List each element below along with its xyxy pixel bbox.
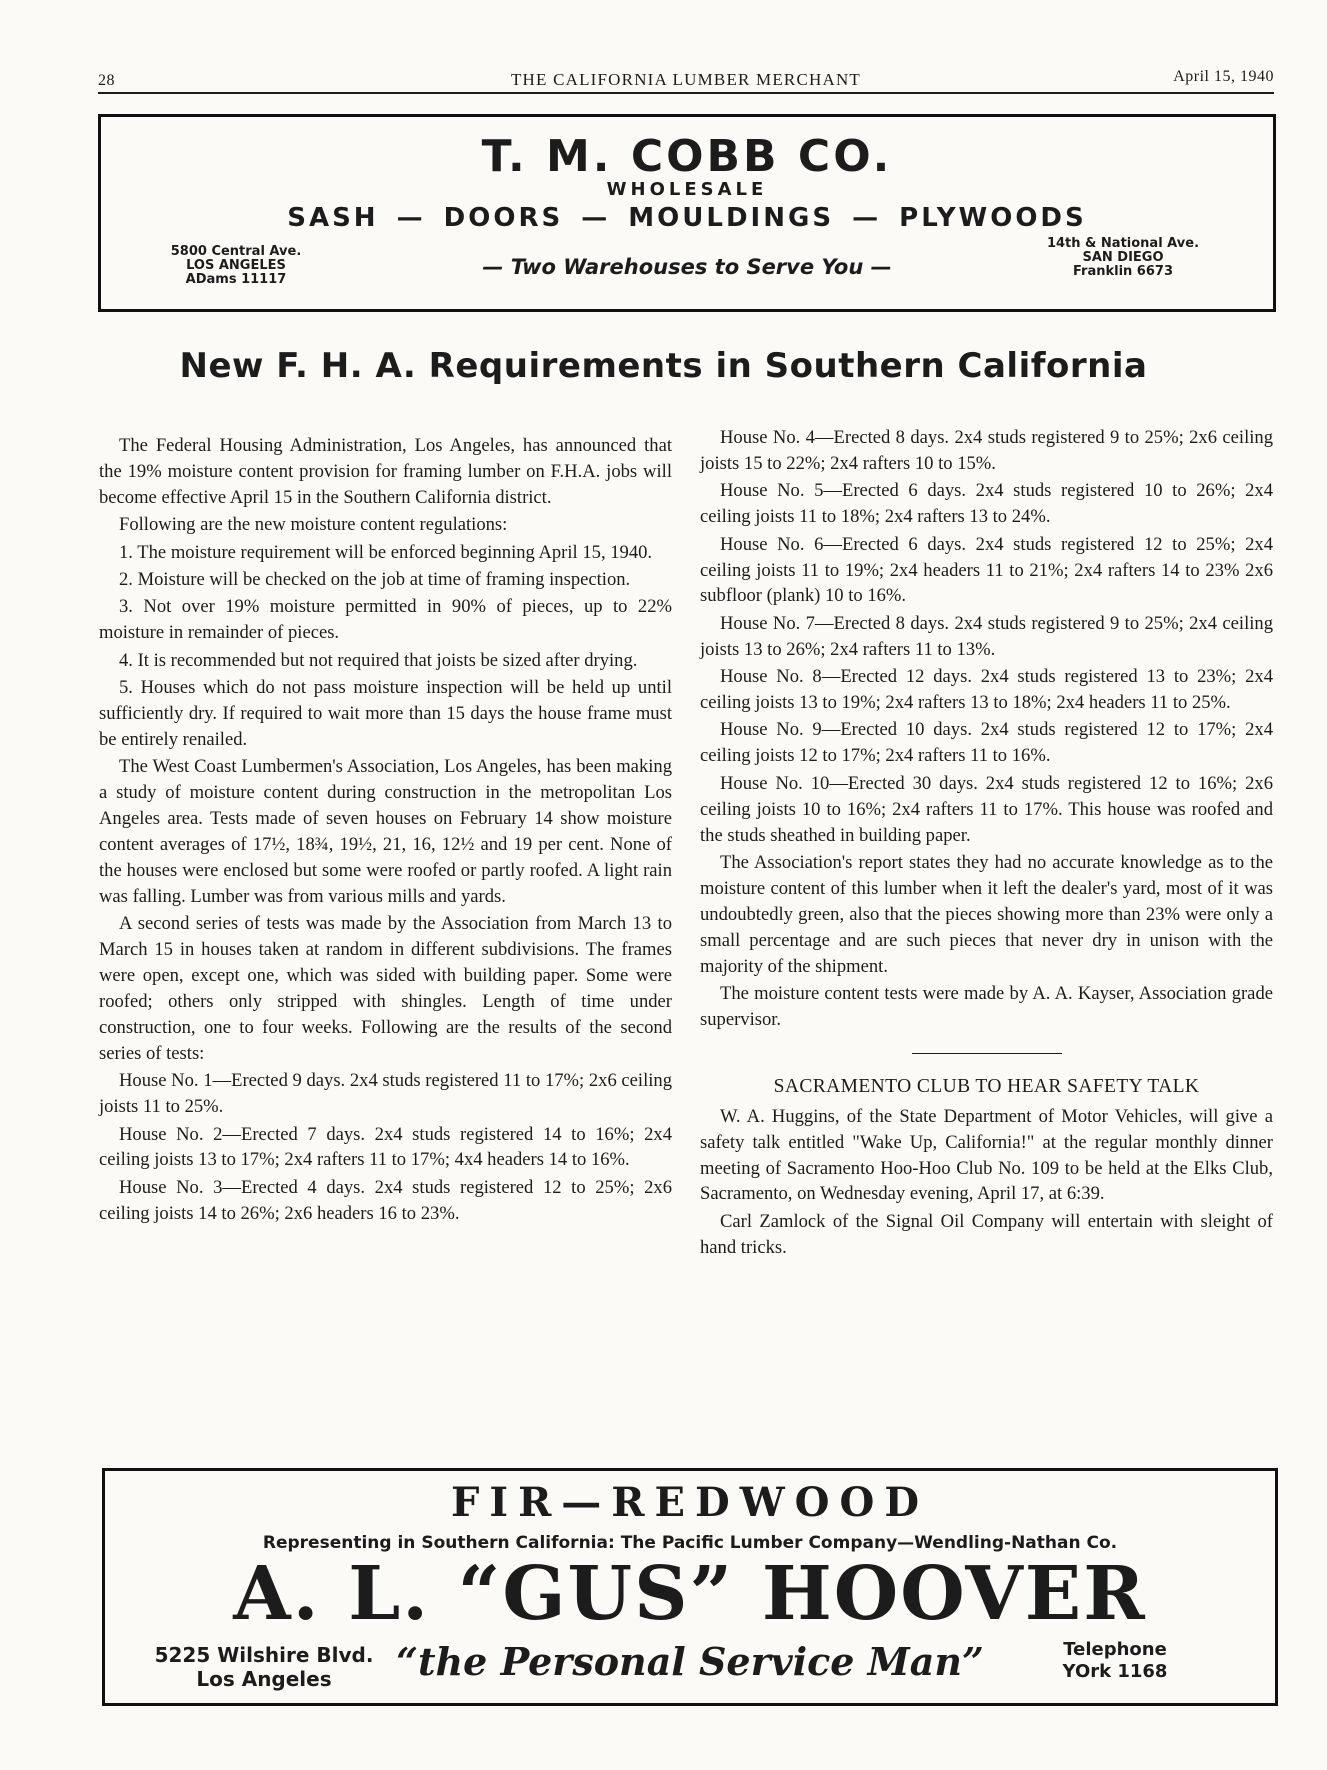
article-paragraph: Following are the new moisture content regulations: [119, 514, 508, 536]
article-paragraph: House No. 5—Erected 6 days. 2x4 studs registered 10 to 26%; 2x4 ceiling joists 11 to 18%; 2x4 rafters 13 to 24%. [700, 480, 1273, 528]
section-divider [912, 1053, 1062, 1054]
article-headline: New F. H. A. Requirements in Southern California [179, 346, 1148, 386]
article-paragraph: House No. 2—Erected 7 days. 2x4 studs registered 14 to 16%; 2x4 ceiling joists 13 to 17%; 2x4 rafters 11 to 17%; 4x4 headers 14 to 16%. [99, 1123, 672, 1171]
article-paragraph: The Federal Housing Administration, Los Angeles, has announced that the 19% moisture content provision for framing lumber on F.H.A. jobs will become effective April 15 in the Southern California district. [99, 435, 672, 508]
article-paragraph: House No. 7—Erected 8 days. 2x4 studs registered 9 to 25%; 2x4 ceiling joists 13 to 26%; 2x4 rafters 11 to 13%. [700, 612, 1273, 660]
ad-representing-line: Representing in Southern California: The Pacific Lumber Company—Wendling-Nathan Co. [262, 1533, 1118, 1553]
address-line: ADams 11117 [185, 272, 287, 287]
address-line: 14th & National Ave. [1046, 236, 1200, 251]
contact-line: YOrk 1168 [1062, 1661, 1168, 1682]
address-line: SAN DIEGO [1082, 250, 1164, 265]
ad-telephone [1035, 1639, 1195, 1683]
address-line: 5225 Wilshire Blvd. [154, 1643, 374, 1667]
article-paragraph: 2. Moisture will be checked on the job at time of framing inspection. [119, 569, 631, 591]
address-line: Franklin 6673 [1072, 264, 1173, 279]
contact-line: Telephone [1063, 1639, 1167, 1660]
article-paragraph: House No. 4—Erected 8 days. 2x4 studs registered 9 to 25%; 2x6 ceiling joists 15 to 22%; 2x4 rafters 10 to 15%. [700, 427, 1273, 474]
ad-wholesale-label: WHOLESALE [606, 179, 768, 200]
article-paragraph: House No. 9—Erected 10 days. 2x4 studs registered 12 to 17%; 2x4 ceiling joists 12 to 17%; 2x4 rafters 11 to 16%. [700, 719, 1273, 767]
ad-company-name: T. M. COBB CO. [481, 131, 893, 182]
running-header [98, 68, 1274, 94]
ad-hoover-name: A. L. “GUS” HOOVER [233, 1551, 1147, 1637]
issue-date: April 15, 1940 [1173, 68, 1274, 85]
address-line: Los Angeles [196, 1667, 332, 1691]
address-line: 5800 Central Ave. [170, 244, 302, 259]
news-headline: SACRAMENTO CLUB TO HEAR SAFETY TALK [773, 1075, 1200, 1097]
article-paragraph: The West Coast Lumbermen's Association, Los Angeles, has been making a study of moisture content during construction in the metropolitan Los Angeles area. Tests made of seven houses on February 14 show moisture content averages of 17½, 18¾, 19½, 21, 16, 12½ and 19 per cent. None of the houses were enclosed but some were roofed or partly roofed. A light rain was falling. Lumber was from various mills and yards. [99, 756, 672, 907]
ad-san-diego-address [1033, 237, 1213, 279]
article-paragraph: House No. 6—Erected 6 days. 2x4 studs registered 12 to 25%; 2x4 ceiling joists 11 to 19%; 2x4 headers 11 to 21%; 2x4 rafters 14 to 23% 2x6 subfloor (plank) 10 to 16%. [700, 533, 1273, 607]
hoover-advertisement [102, 1468, 1278, 1706]
article-paragraph: The Association's report states they had no accurate knowledge as to the moisture content of this lumber when it left the dealer's yard, most of it was undoubtedly green, also that the pieces showing more than 23% were only a small percentage and are such pieces that never dry in unison with the majority of the shipment. [700, 852, 1273, 977]
article-paragraph: 3. Not over 19% moisture permitted in 90% of pieces, up to 22% moisture in remainder of pieces. [99, 596, 672, 644]
article-paragraph: 5. Houses which do not pass moisture inspection will be held up until sufficiently dry. If required to wait more than 15 days the house frame must be entirely renailed. [99, 677, 672, 750]
article-paragraph: House No. 3—Erected 4 days. 2x4 studs registered 12 to 25%; 2x6 ceiling joists 14 to 26%; 2x6 headers 16 to 23%. [99, 1176, 672, 1224]
article-paragraph: House No. 10—Erected 30 days. 2x4 studs registered 12 to 16%; 2x6 ceiling joists 10 to 16%; 2x4 rafters 11 to 17%. This house was roofed and the studs sheathed in building paper. [700, 772, 1273, 846]
ad-products-line: SASH — DOORS — MOULDINGS — PLYWOODS [287, 203, 1087, 233]
ad-tagline: — Two Warehouses to Serve You — [482, 255, 892, 279]
ad-motto: “the Personal Service Man” [396, 1639, 984, 1684]
news-paragraph: W. A. Huggins, of the State Department of Motor Vehicles, will give a safety talk entitled "Wake Up, California!" at the regular monthly dinner meeting of Sacramento Hoo-Hoo Club No. 109 to be held at the Elks Club, Sacramento, on Wednesday evening, April 17, at 6:39. [700, 1105, 1273, 1205]
article-paragraph: 1. The moisture requirement will be enforced beginning April 15, 1940. [119, 541, 653, 563]
article-left-column [99, 433, 672, 1228]
news-paragraph: Carl Zamlock of the Signal Oil Company will entertain with sleight of hand tricks. [700, 1210, 1273, 1258]
address-line: LOS ANGELES [186, 258, 286, 273]
article-paragraph: A second series of tests was made by the Association from March 13 to March 15 in houses taken at random in different subdivisions. The frames were open, except one, which was sided with building paper. Some were roofed; others only stripped with shingles. Length of time under construction, one to four weeks. Following are the results of the second series of tests: [99, 913, 672, 1064]
ad-fir-redwood-title: FIR—REDWOOD [450, 1479, 930, 1526]
magazine-title: THE CALIFORNIA LUMBER MERCHANT [510, 70, 862, 89]
article-paragraph: House No. 1—Erected 9 days. 2x4 studs registered 11 to 17%; 2x6 ceiling joists 11 to 25%. [99, 1070, 672, 1118]
article-right-column [700, 425, 1273, 1262]
cobb-advertisement [98, 114, 1276, 312]
page-number: 28 [98, 72, 115, 89]
article-paragraph: House No. 8—Erected 12 days. 2x4 studs registered 13 to 23%; 2x4 ceiling joists 13 to 19%; 2x4 rafters 13 to 18%; 2x4 headers 11 to 25%. [700, 666, 1273, 714]
article-paragraph: 4. It is recommended but not required that joists be sized after drying. [119, 649, 638, 671]
article-paragraph: The moisture content tests were made by A. A. Kayser, Association grade supervisor. [700, 983, 1273, 1030]
